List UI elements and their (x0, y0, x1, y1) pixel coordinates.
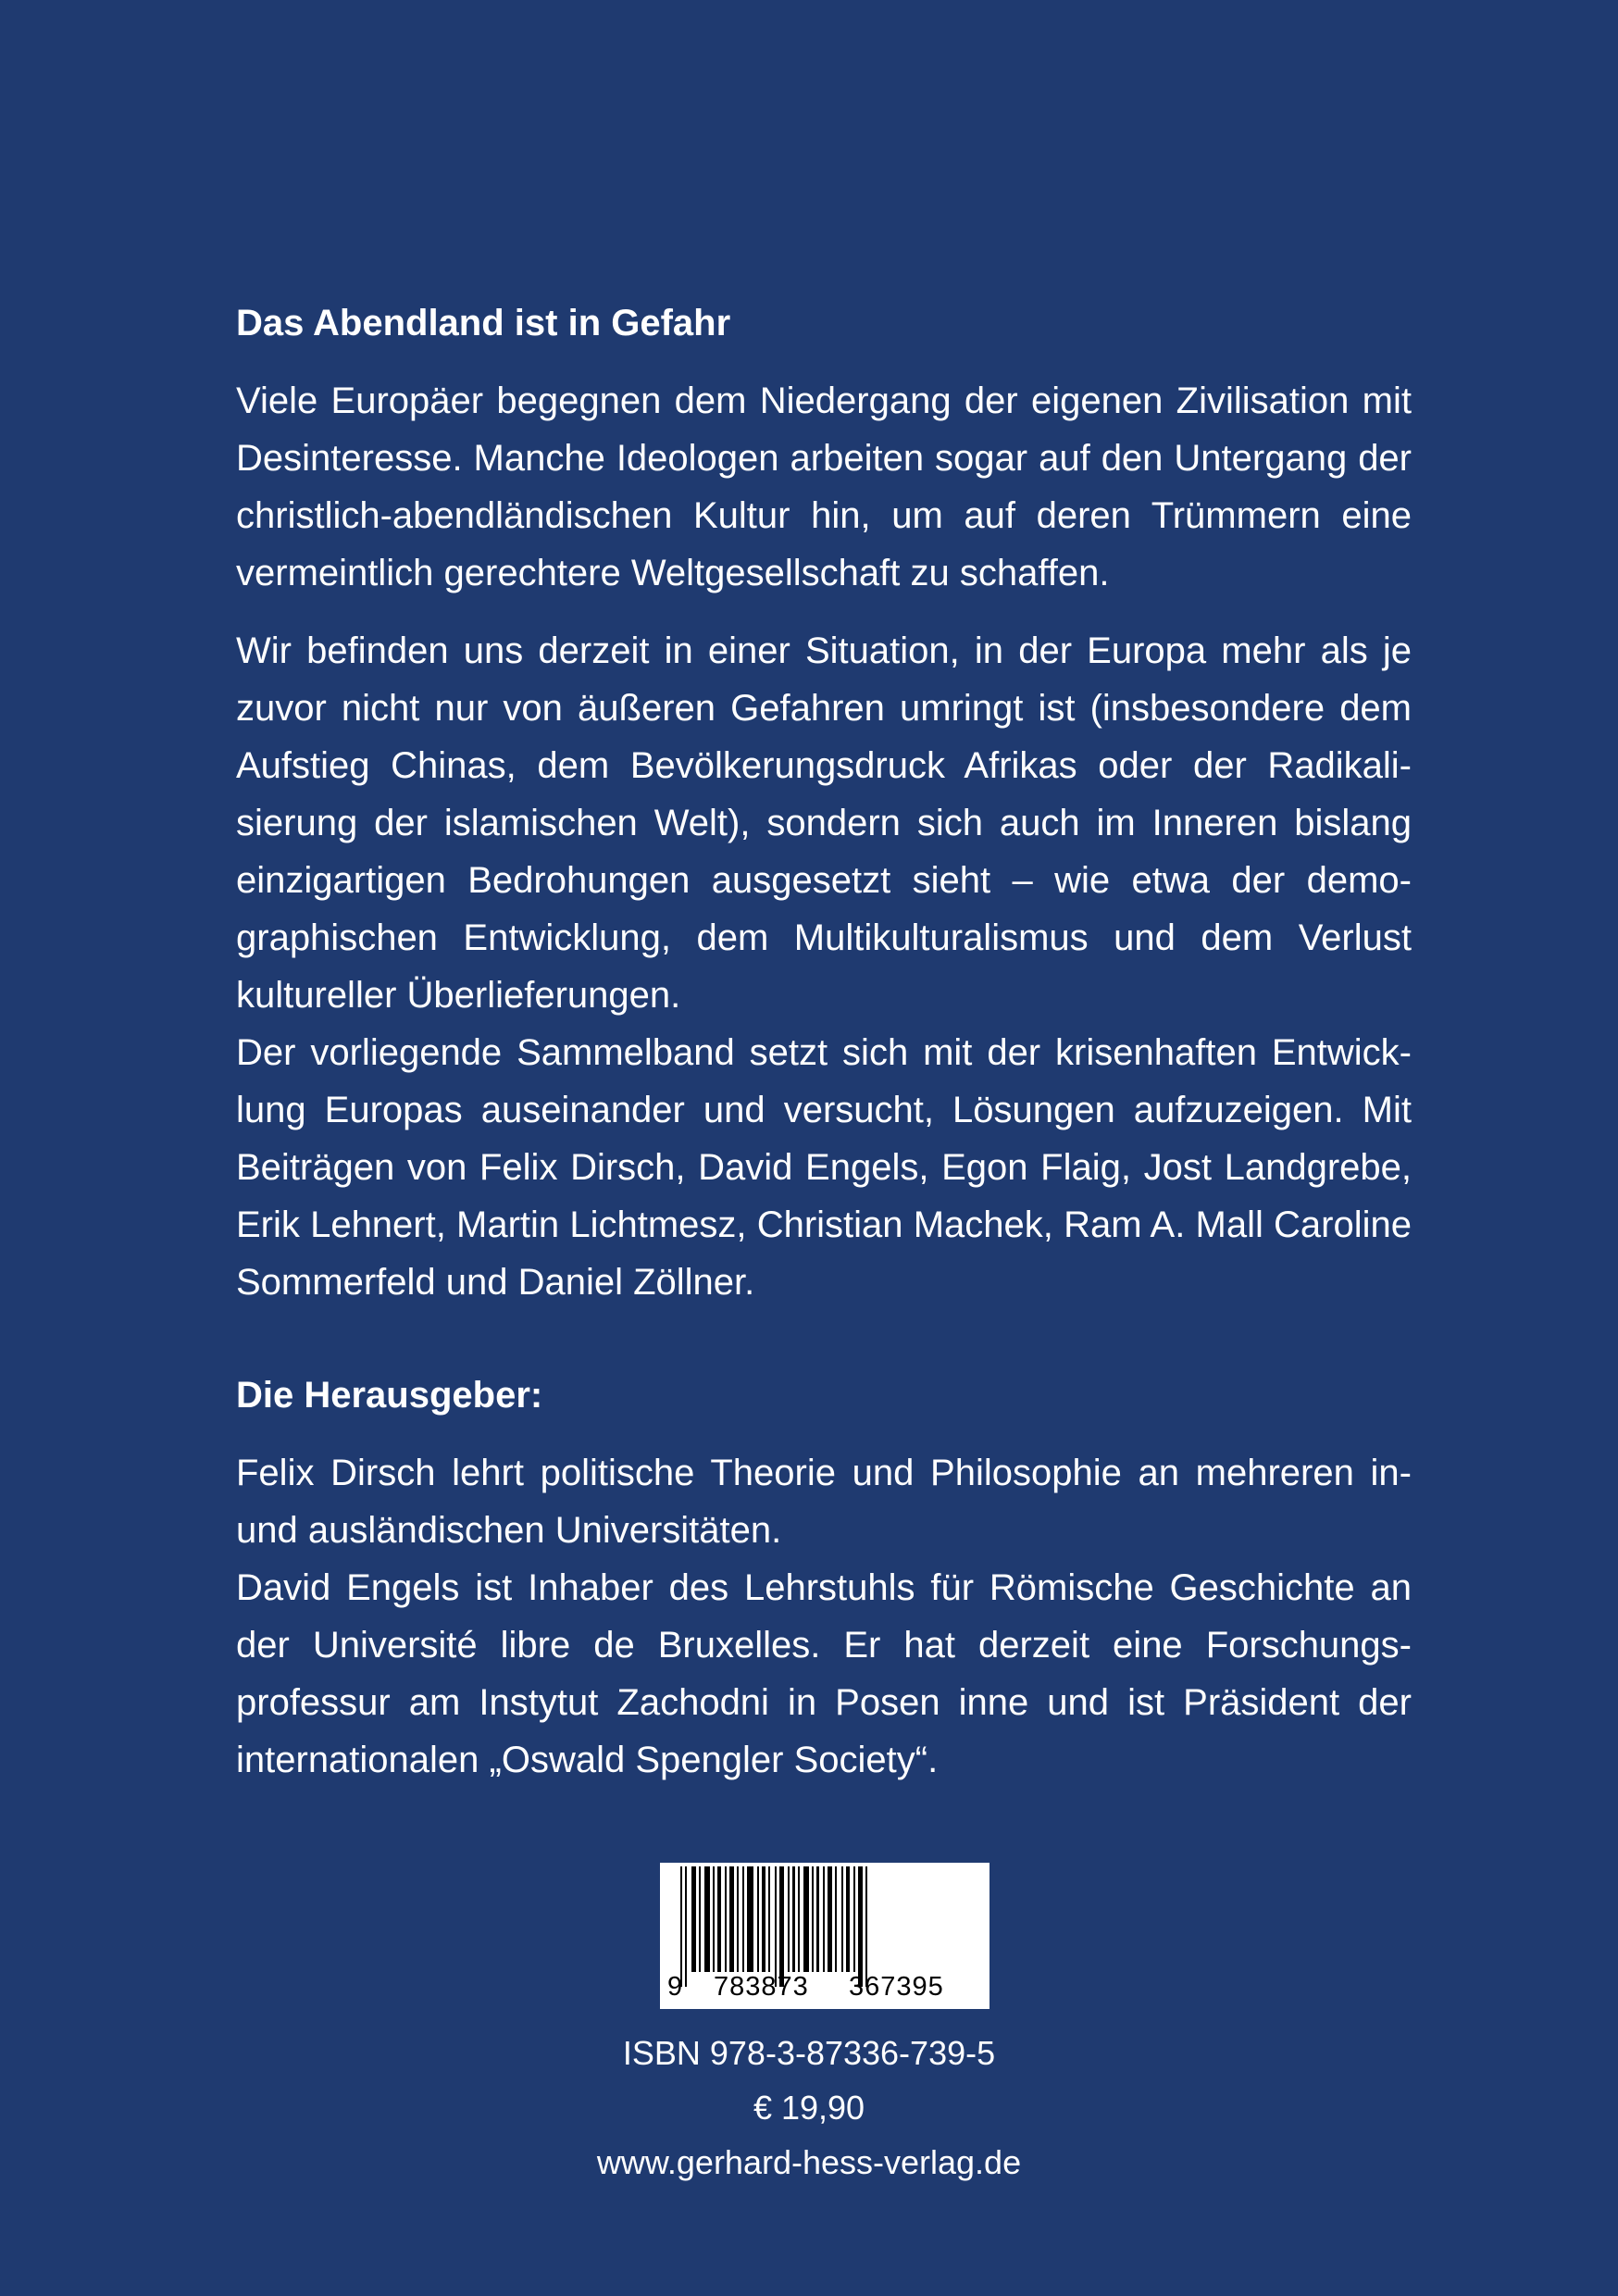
barcode-bar-10 (742, 1866, 744, 1972)
barcode-digits-group1: 783873 (714, 1972, 809, 2002)
barcode-bar-21 (812, 1866, 814, 1972)
barcode-bar-3 (699, 1866, 701, 1972)
barcode-digits (660, 1972, 989, 2005)
barcode-bar-11 (747, 1866, 753, 1972)
barcode-bar-2 (691, 1866, 696, 1972)
barcode-bar-17 (788, 1866, 790, 1972)
section-heading-editors: Die Herausgeber: (236, 1375, 543, 1416)
back-cover-text (236, 294, 1412, 1809)
barcode-bar-9 (737, 1866, 739, 1972)
barcode-bar-16 (779, 1866, 784, 1987)
barcode-bar-20 (803, 1866, 809, 1972)
editor-engels-paragraph: David Engels ist Inhaber des Lehrstuhls für Römische Geschichte an der Université libre de Bruxelles. Er hat derzeit eine Forschungsprofessur am Instytut Zachodni in Posen inne und ist Präsident der internationalen „Oswald Spengler Society“. (236, 1567, 1412, 1780)
barcode-bar-19 (798, 1866, 800, 1972)
barcode-bar-7 (725, 1866, 727, 1972)
barcode-bar-5 (713, 1866, 715, 1972)
intro-paragraph: Viele Europäer begegnen dem Niedergang der eigenen Zivilisation mit Desinteresse. Manche Ideologen arbeiten sogar auf den Untergang der christlich-abendländischen Kultur hin, um auf deren Trümmern eine vermeintlich gerechtere Weltgesellschaft zu schaffen. (236, 381, 1412, 593)
editor-dirsch-paragraph: Felix Dirsch lehrt politische Theorie und Philosophie an mehreren in- und ausländischen Universitäten. (236, 1453, 1412, 1551)
isbn-barcode (660, 1863, 989, 2009)
barcode-bar-23 (823, 1866, 825, 1972)
barcode-bar-27 (846, 1866, 850, 1972)
publisher-website: www.gerhard-hess-verlag.de (596, 2143, 1022, 2181)
barcode-bar-22 (816, 1866, 819, 1972)
barcode-bar-0 (680, 1866, 682, 1987)
barcode-digit-first: 9 (667, 1972, 683, 2002)
barcode-bar-15 (775, 1866, 777, 1987)
barcode-bar-13 (762, 1866, 765, 1972)
barcode-bar-1 (685, 1866, 687, 1987)
barcode-bar-12 (757, 1866, 759, 1972)
barcode-bar-24 (828, 1866, 832, 1972)
barcode-bar-30 (865, 1866, 867, 1987)
barcode-digits-group2: 367395 (849, 1972, 944, 2002)
barcode-bar-25 (835, 1866, 837, 1972)
isbn-text: ISBN 978-3-87336-739-5 (622, 2034, 996, 2072)
barcode-bar-18 (792, 1866, 795, 1972)
barcode-bar-28 (853, 1866, 855, 1972)
barcode-bar-14 (768, 1866, 770, 1972)
situation-paragraph: Wir befinden uns derzeit in einer Situation, in der Europa mehr als je zuvor nicht nur von äußeren Gefahren umringt ist (insbesondere dem Aufstieg Chinas, dem Bevölkerungsdruck Afrikas oder der Radikalisierung der islamischen Welt), sondern sich auch im Inneren bislang einzigartigen Bedrohungen ausgesetzt sieht – wie etwa der demographischen Entwicklung, dem Multikulturalismus und dem Verlust kultureller Überlieferungen. (236, 630, 1412, 1016)
barcode-bar-4 (704, 1866, 710, 1972)
price-text: € 19,90 (753, 2089, 865, 2127)
barcode-bar-8 (729, 1866, 734, 1972)
section-heading-abendland: Das Abendland ist in Gefahr (236, 303, 731, 343)
anthology-paragraph: Der vorliegende Sammelband setzt sich mit der krisenhaften Entwicklung Europas auseinander und versucht, Lösungen aufzuzeigen. Mit Beiträgen von Felix Dirsch, David Engels, Egon Flaig, Jost Landgrebe, Erik Lehnert, Martin Lichtmesz, Christian Machek, Ram A. Mall Caroline Sommerfeld und Daniel Zöllner. (236, 1032, 1412, 1303)
barcode-bar-26 (841, 1866, 843, 1972)
barcode-bar-29 (858, 1866, 863, 1987)
barcode-bar-6 (717, 1866, 721, 1972)
